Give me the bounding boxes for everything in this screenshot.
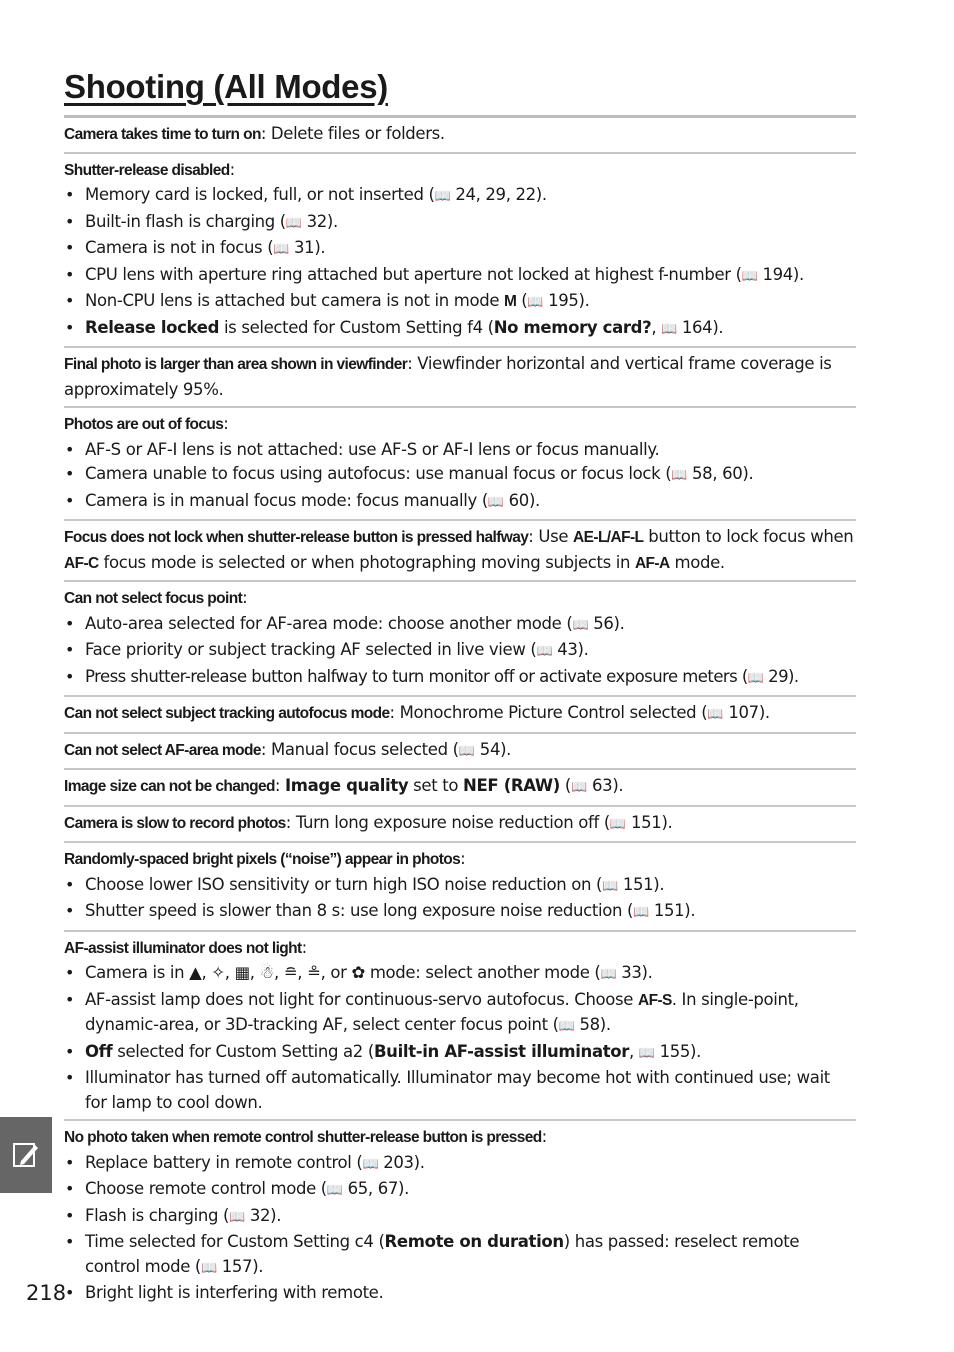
pet-portrait-icon: ✿ (351, 963, 365, 982)
menu-option-label: Off (85, 1041, 113, 1061)
book-reference-icon: 📖 (434, 189, 451, 204)
book-reference-icon: 📖 (487, 494, 504, 510)
entry-slow-to-record (64, 805, 856, 842)
entry-heading: Camera takes time to turn on (64, 126, 261, 143)
mode-label: AF-C (64, 554, 99, 572)
list-item (64, 438, 856, 463)
item-text: , (651, 317, 662, 337)
entry-heading: Image size can not be changed (64, 778, 275, 795)
list-item (64, 210, 856, 237)
list-item (64, 1040, 856, 1067)
list-item (64, 1204, 856, 1231)
entry-text: : Turn long exposure noise reduction off ( (285, 812, 610, 832)
entry-text: set to (408, 776, 463, 795)
menu-option-label: Image quality (284, 776, 409, 795)
list-item (64, 462, 856, 489)
list-item (64, 1177, 856, 1204)
item-ref-pages: 151). (617, 874, 665, 894)
item-text: Illuminator has turned off automatically. Illuminator may become hot with continued use; wait for lamp to cool down. (85, 1068, 830, 1112)
item-text: Replace battery in remote control ( (85, 1152, 363, 1172)
item-text: AF-assist lamp does not light for continuous-servo autofocus. Choose (85, 989, 638, 1009)
book-reference-icon: 📖 (602, 878, 618, 894)
item-text: Choose remote control mode ( (85, 1179, 327, 1198)
item-ref-pages: 195). (543, 291, 590, 310)
bullet-list (64, 1151, 856, 1306)
item-text: , (629, 1041, 639, 1061)
book-reference-icon: 📖 (671, 468, 688, 483)
entry-text: : (274, 776, 285, 795)
book-reference-icon: 📖 (570, 780, 588, 795)
menu-option-label: NEF (RAW) (463, 776, 560, 795)
item-text: Shutter speed is slower than 8 s: use long exposure noise reduction ( (85, 901, 634, 920)
button-label: AE-L/AF-L (573, 529, 644, 546)
item-text: Time selected for Custom Setting c4 ( (85, 1232, 385, 1251)
list-item (64, 236, 856, 263)
bullet-list (64, 961, 856, 1115)
scene-mode-icons: ▲, ✧, ▦, ☃, ≘, ≗ (189, 963, 321, 982)
item-ref-pages: 151). (648, 901, 696, 920)
item-ref-pages: 151). (626, 812, 673, 832)
entry-text: : Use (528, 527, 574, 546)
entry-heading: No photo taken when remote control shutter-release button is pressed (64, 1129, 542, 1146)
menu-option-label: Release locked (85, 317, 220, 337)
item-text: CPU lens with aperture ring attached but aperture not locked at highest f-number ( (85, 264, 742, 284)
book-reference-icon: 📖 (572, 617, 589, 633)
book-reference-icon: 📖 (600, 967, 617, 982)
entry-final-photo-larger (64, 346, 856, 406)
item-text: . In single-point, dynamic-area, or 3D-tracking AF, select center focus point ( (85, 989, 799, 1034)
item-ref-pages: 203). (378, 1152, 425, 1172)
list-item (64, 1230, 856, 1281)
list-item (64, 316, 856, 343)
entry-text: : (242, 588, 248, 607)
entry-text: ( (559, 776, 571, 795)
bullet-list (64, 438, 856, 516)
list-item (64, 988, 856, 1040)
item-ref-pages: 32). (244, 1205, 282, 1225)
book-reference-icon: 📖 (458, 743, 475, 759)
item-ref-pages: 107). (723, 703, 770, 722)
list-item (64, 1281, 856, 1306)
entry-text: : Viewfinder horizontal and vertical frame coverage is approximately 95%. (64, 354, 832, 399)
list-item (64, 612, 856, 639)
entry-text: focus mode is selected or when photographing moving subjects in (98, 552, 635, 572)
entry-remote-no-photo (64, 1119, 856, 1310)
list-item (64, 899, 856, 926)
item-text: ) has passed: reselect remote control mode ( (85, 1232, 800, 1276)
entry-cannot-select-af-area (64, 732, 856, 769)
entry-heading: Final photo is larger than area shown in viewfinder (64, 356, 408, 373)
entry-text: mode. (669, 552, 725, 572)
book-reference-icon: 📖 (273, 242, 290, 257)
list-item (64, 638, 856, 665)
item-ref-pages: 58, 60). (687, 464, 754, 483)
book-reference-icon: 📖 (661, 321, 677, 337)
item-ref-pages: 164). (676, 317, 724, 337)
item-ref-pages: 31). (289, 238, 326, 257)
entry-heading: Focus does not lock when shutter-release button is pressed halfway (64, 529, 529, 546)
entry-text: : (460, 849, 466, 868)
item-ref-pages: 60). (503, 490, 540, 510)
list-item (64, 489, 856, 516)
item-text: selected for Custom Setting a2 ( (112, 1041, 374, 1061)
entry-text: button to lock focus when (643, 527, 854, 546)
entry-text: : (301, 937, 307, 957)
item-text: Press shutter-release button halfway to turn monitor off or activate exposure meters ( (85, 666, 748, 686)
item-ref-pages: 29). (763, 666, 799, 686)
item-text: Choose lower ISO sensitivity or turn high ISO noise reduction on ( (85, 874, 603, 894)
item-ref-pages: 43). (552, 640, 589, 659)
item-ref-pages: 56). (588, 613, 625, 633)
book-reference-icon: 📖 (558, 1019, 575, 1034)
item-ref-pages: 157). (216, 1256, 264, 1276)
item-text: , or (320, 963, 352, 982)
menu-option-label: No memory card? (493, 317, 652, 337)
item-ref-pages: 24, 29, 22). (450, 185, 547, 204)
item-text: Bright light is interfering with remote. (85, 1283, 384, 1302)
menu-option-label: Remote on duration (384, 1232, 564, 1251)
bullet-list (64, 612, 856, 692)
list-item (64, 665, 856, 692)
item-text: Camera is in manual focus mode: focus manually ( (85, 490, 488, 510)
book-reference-icon: 📖 (527, 295, 544, 310)
entry-heading: AF-assist illuminator does not light (64, 939, 302, 957)
entry-out-of-focus (64, 406, 856, 519)
section-tab (0, 1117, 52, 1193)
item-text: Face priority or subject tracking AF selected in live view ( (85, 640, 537, 659)
list-item (64, 183, 856, 210)
entry-text: : Monochrome Picture Control selected ( (389, 703, 708, 722)
item-ref-pages: 194). (757, 264, 804, 284)
entry-heading: Shutter-release disabled (64, 161, 230, 179)
entry-camera-slow-turn-on (64, 115, 856, 152)
book-reference-icon: 📖 (536, 644, 553, 659)
entry-image-size-unchangeable (64, 768, 856, 805)
book-reference-icon: 📖 (741, 268, 758, 284)
list-item (64, 263, 856, 290)
list-item (64, 873, 856, 900)
item-ref-pages: 65, 67). (342, 1179, 409, 1198)
book-reference-icon: 📖 (707, 707, 724, 722)
item-ref-pages: 33). (616, 963, 653, 982)
book-reference-icon: 📖 (747, 670, 764, 686)
menu-option-label: Built-in AF-assist illuminator (373, 1041, 630, 1061)
bullet-list (64, 183, 856, 342)
page-title: Shooting (All Modes) (64, 68, 388, 105)
bullet-list (64, 873, 856, 926)
entry-heading: Randomly-spaced bright pixels (“noise”) appear in photos (64, 851, 461, 868)
entry-heading: Can not select subject tracking autofocus mode (64, 705, 390, 722)
entry-heading: Can not select focus point (64, 590, 243, 607)
entry-text: : Manual focus selected ( (260, 739, 459, 759)
book-reference-icon: 📖 (201, 1260, 217, 1276)
list-item (64, 1151, 856, 1178)
item-text: AF-S or AF-I lens is not attached: use AF-S or AF-I lens or focus manually. (85, 439, 660, 459)
item-ref-pages: 58). (574, 1015, 611, 1034)
book-reference-icon: 📖 (638, 1045, 655, 1061)
book-reference-icon: 📖 (633, 905, 649, 920)
note-pencil-icon (11, 1140, 41, 1170)
item-text: Camera is not in focus ( (85, 238, 274, 257)
entry-text: : Delete files or folders. (260, 124, 445, 143)
item-ref-pages: 63). (587, 776, 624, 795)
item-text: is selected for Custom Setting f4 ( (219, 317, 494, 337)
entry-shutter-release-disabled (64, 152, 856, 347)
list-item (64, 1066, 856, 1115)
item-text: Built-in flash is charging ( (85, 211, 286, 231)
mode-label: M (504, 293, 517, 310)
item-text: Memory card is locked, full, or not inserted ( (85, 185, 435, 204)
mode-label: AF-A (634, 554, 670, 572)
entry-focus-does-not-lock (64, 519, 856, 580)
entry-text: : (229, 159, 235, 179)
item-text: Camera unable to focus using autofocus: use manual focus or focus lock ( (85, 464, 672, 483)
item-text: Auto-area selected for AF-area mode: choose another mode ( (85, 613, 573, 633)
book-reference-icon: 📖 (326, 1183, 343, 1198)
entry-heading: Photos are out of focus (64, 416, 224, 433)
item-text: mode: select another mode ( (364, 963, 601, 982)
page-number: 218 (26, 1281, 67, 1305)
entry-heading: Camera is slow to record photos (64, 814, 286, 832)
entry-af-assist-not-lit (64, 930, 856, 1120)
item-text: ( (516, 291, 528, 310)
entry-text: : (223, 414, 229, 433)
item-ref-pages: 54). (474, 739, 512, 759)
entry-noise (64, 841, 856, 930)
book-reference-icon: 📖 (285, 215, 302, 231)
book-reference-icon: 📖 (362, 1156, 379, 1172)
book-reference-icon: 📖 (609, 816, 627, 832)
entry-cannot-select-focus-point (64, 580, 856, 695)
item-text: Flash is charging ( (85, 1205, 230, 1225)
list-item (64, 961, 856, 988)
list-item (64, 289, 856, 316)
mode-label: AF-S (638, 991, 672, 1009)
troubleshooting-list (64, 115, 856, 1310)
book-reference-icon: 📖 (229, 1209, 245, 1225)
item-text: Non-CPU lens is attached but camera is not in mode (85, 291, 505, 310)
item-ref-pages: 32). (301, 211, 338, 231)
entry-cannot-select-subject-tracking (64, 695, 856, 732)
entry-heading: Can not select AF-area mode (64, 741, 261, 759)
item-text: Camera is in (85, 963, 190, 982)
item-ref-pages: 155). (654, 1041, 702, 1061)
entry-text: : (541, 1127, 547, 1146)
